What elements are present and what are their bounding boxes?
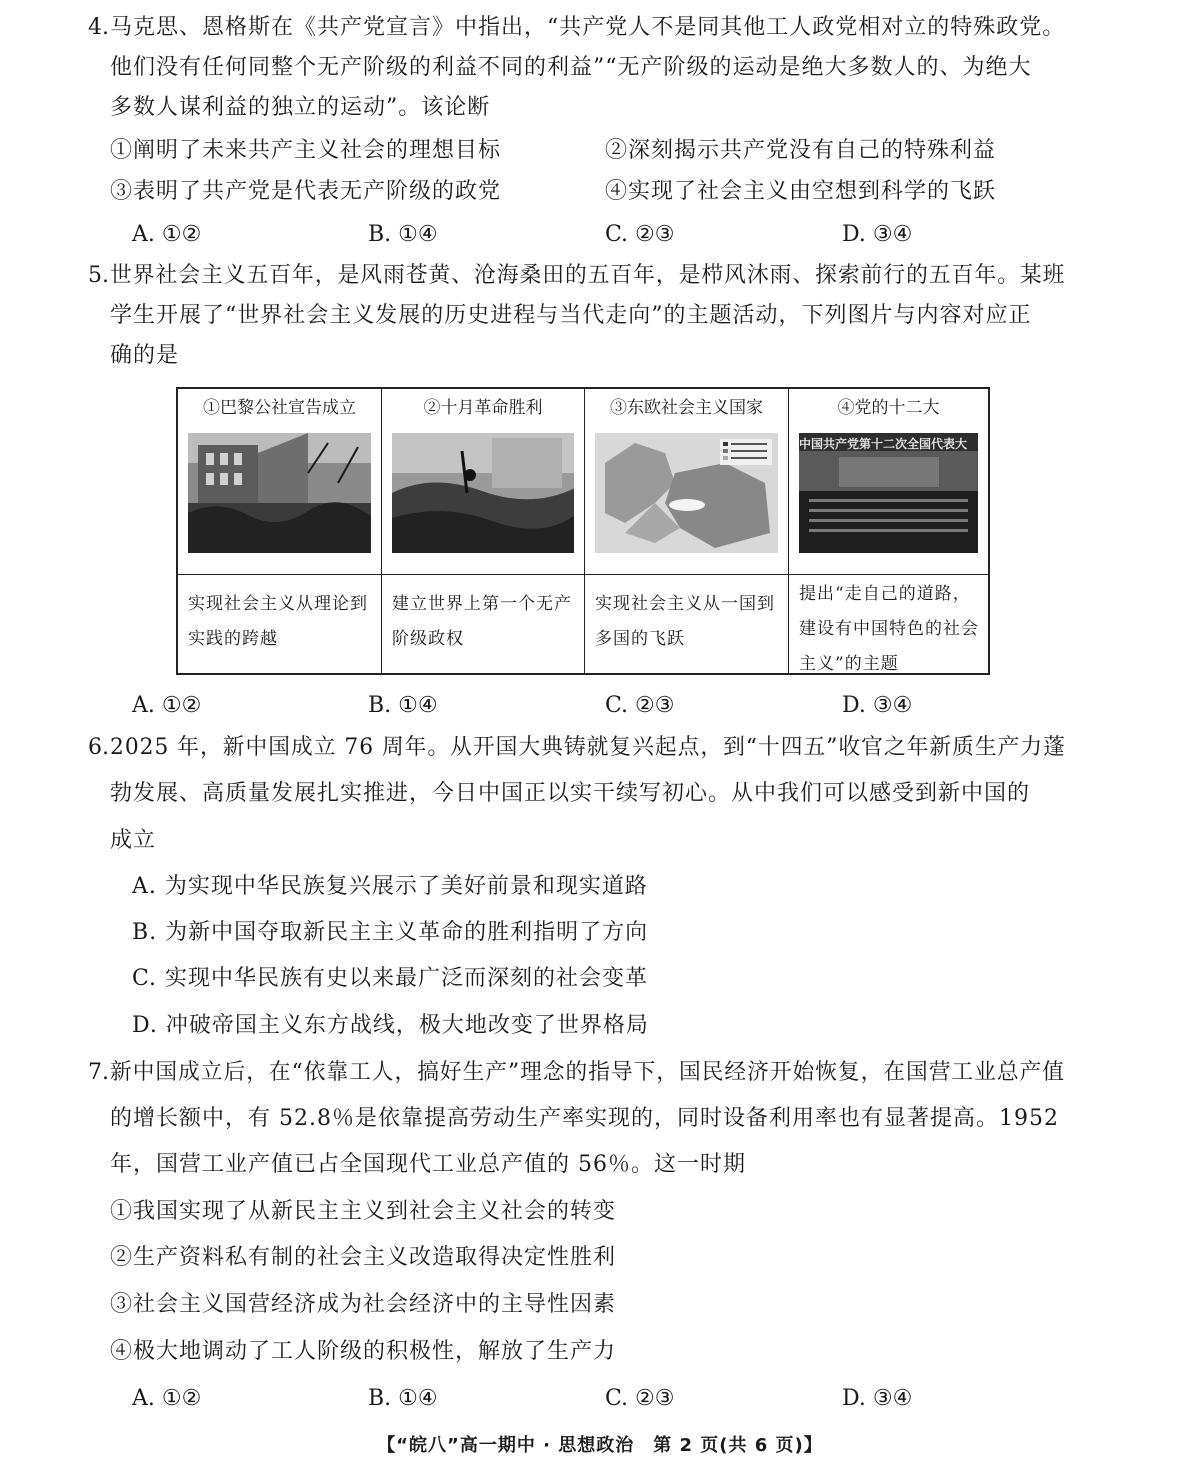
question-stem-line: 世界社会主义五百年，是风雨苍黄、沧海桑田的五百年，是栉风沐雨、探索前行的五百年。某班 — [110, 263, 1066, 288]
statement-2: ②生产资料私有制的社会主义改造取得决定性胜利 — [110, 1245, 617, 1270]
row-divider — [789, 574, 988, 575]
option-b[interactable]: B. ①④ — [368, 1386, 438, 1411]
column-heading: ②十月革命胜利 — [423, 398, 543, 418]
question-number: 6. — [88, 735, 109, 760]
option-d[interactable]: D. ③④ — [842, 693, 913, 718]
paris-commune-picture — [188, 433, 371, 553]
question-stem-line: 马克思、恩格斯在《共产党宣言》中指出，“共产党人不是同其他工人政党相对立的特殊政党。 — [110, 15, 1066, 40]
question-stem-line: 勃发展、高质量发展扎实推进，今日中国正以实干续写初心。从中我们可以感受到新中国的 — [110, 781, 1031, 806]
option-a[interactable]: A. ①② — [132, 693, 202, 718]
statement-3: ③社会主义国营经济成为社会经济中的主导性因素 — [110, 1292, 617, 1317]
table-column-12th-congress — [789, 389, 988, 673]
table-column-eastern-europe — [585, 389, 789, 673]
option-c[interactable]: C. 实现中华民族有史以来最广泛而深刻的社会变革 — [132, 966, 649, 991]
row-divider — [585, 574, 788, 575]
october-revolution-picture — [392, 433, 574, 553]
congress-banner: 中国共产党第十二次全国代表大 — [799, 437, 968, 451]
question-stem-line: 他们没有任何同整个无产阶级的利益不同的利益”“无产阶级的运动是绝大多数人的、为绝大 — [110, 55, 1032, 80]
column-description: 实现社会主义从理论到实践的跨越 — [188, 594, 368, 649]
option-a[interactable]: A. ①② — [132, 222, 202, 247]
eastern-europe-map-picture — [595, 433, 778, 553]
statement-1: ①阐明了未来共产主义社会的理想目标 — [110, 138, 502, 163]
option-b[interactable]: B. 为新中国夺取新民主主义革命的胜利指明了方向 — [132, 920, 649, 945]
question-stem-line: 年，国营工业产值已占全国现代工业总产值的 56％。这一时期 — [110, 1152, 746, 1177]
option-c[interactable]: C. ②③ — [605, 693, 675, 718]
option-b[interactable]: B. ①④ — [368, 222, 438, 247]
statement-2: ②深刻揭示共产党没有自己的特殊利益 — [605, 138, 997, 163]
option-d[interactable]: D. ③④ — [842, 222, 913, 247]
question-stem-line: 学生开展了“世界社会主义发展的历史进程与当代走向”的主题活动，下列图片与内容对应正 — [110, 303, 1032, 328]
option-c[interactable]: C. ②③ — [605, 1386, 675, 1411]
statement-1: ①我国实现了从新民主主义到社会主义社会的转变 — [110, 1199, 617, 1224]
option-d[interactable]: D. 冲破帝国主义东方战线，极大地改变了世界格局 — [132, 1013, 649, 1038]
column-heading: ④党的十二大 — [837, 398, 940, 418]
table-column-october-revolution — [382, 389, 585, 673]
question-number: 4. — [88, 15, 109, 40]
option-d[interactable]: D. ③④ — [842, 1386, 913, 1411]
page-footer: 【“皖八”高一期中 · 思想政治 第 2 页(共 6 页)】 — [377, 1435, 823, 1456]
column-description: 提出“走自己的道路，建设有中国特色的社会主义”的主题 — [799, 584, 979, 674]
statement-3: ③表明了共产党是代表无产阶级的政党 — [110, 179, 502, 204]
statement-4: ④极大地调动了工人阶级的积极性，解放了生产力 — [110, 1339, 617, 1364]
column-heading: ③东欧社会主义国家 — [610, 398, 763, 418]
question-stem-line: 确的是 — [110, 343, 180, 368]
party-congress-picture — [799, 433, 978, 553]
option-b[interactable]: B. ①④ — [368, 693, 438, 718]
option-a[interactable]: A. 为实现中华民族复兴展示了美好前景和现实道路 — [132, 874, 648, 899]
question-stem-line: 2025 年，新中国成立 76 周年。从开国大典铸就复兴起点，到“十四五”收官之年新质生产力蓬 — [110, 735, 1066, 760]
question-number: 7. — [88, 1060, 109, 1085]
row-divider — [382, 574, 584, 575]
option-a[interactable]: A. ①② — [132, 1386, 202, 1411]
question-stem-line: 新中国成立后，在“依靠工人，搞好生产”理念的指导下，国民经济开始恢复，在国营工业总产值 — [110, 1060, 1065, 1085]
column-description: 建立世界上第一个无产阶级政权 — [392, 594, 572, 649]
question-stem-line: 多数人谋利益的独立的运动”。该论断 — [110, 95, 491, 120]
column-description: 实现社会主义从一国到多国的飞跃 — [595, 594, 775, 649]
row-divider — [178, 574, 381, 575]
image-content-table — [176, 387, 990, 675]
option-c[interactable]: C. ②③ — [605, 222, 675, 247]
statement-4: ④实现了社会主义由空想到科学的飞跃 — [605, 179, 997, 204]
question-stem-line: 成立 — [110, 828, 157, 853]
question-number: 5. — [88, 263, 109, 288]
column-heading: ①巴黎公社宣告成立 — [203, 398, 356, 418]
question-stem-line: 的增长额中，有 52.8％是依靠提高劳动生产率实现的，同时设备利用率也有显著提高。1952 — [110, 1106, 1059, 1131]
table-column-paris-commune — [178, 389, 382, 673]
